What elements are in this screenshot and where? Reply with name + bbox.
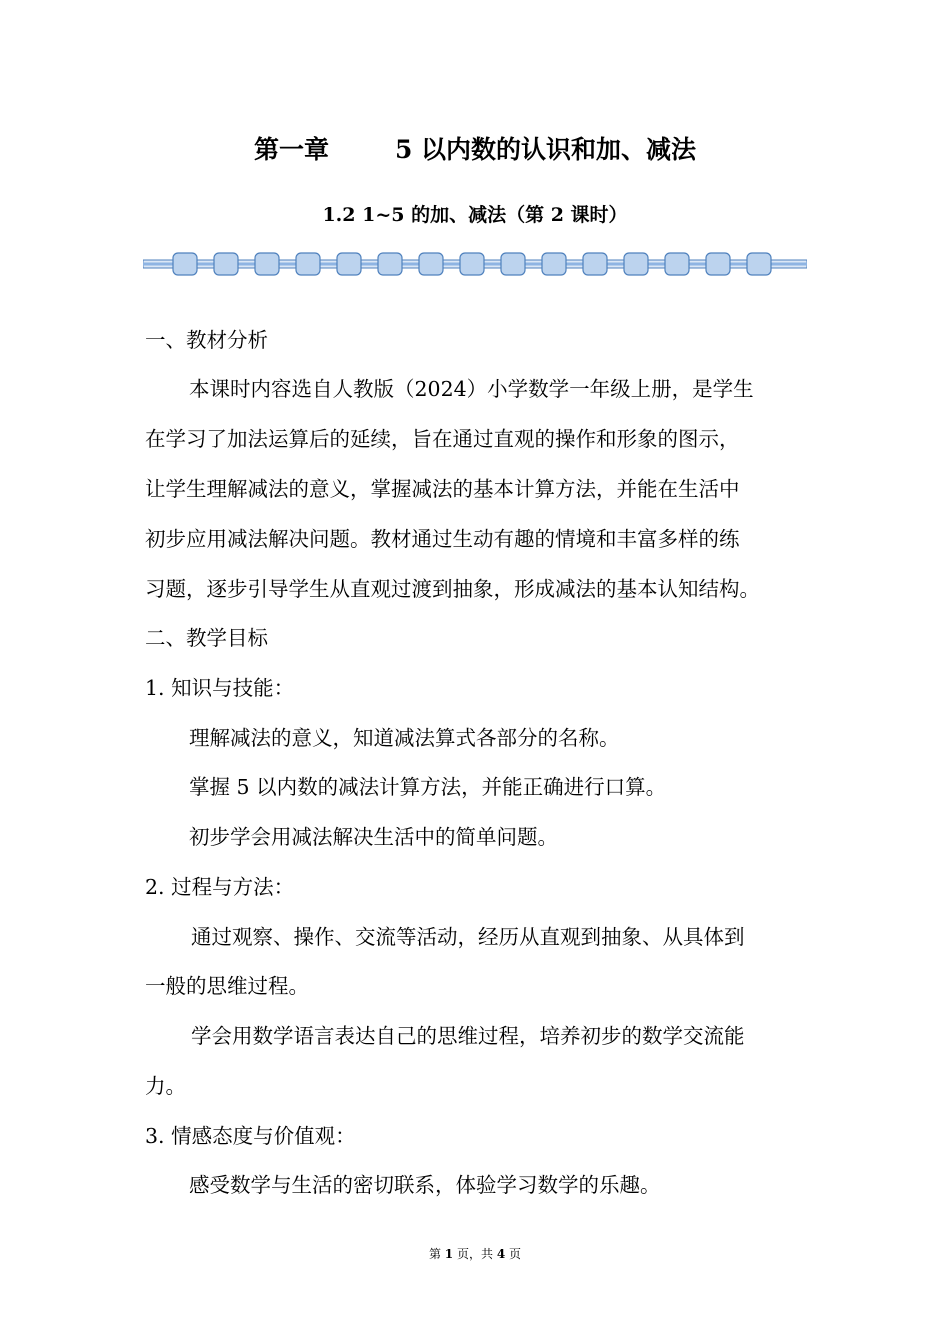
divider-bead: [337, 253, 361, 275]
divider-bead: [255, 253, 279, 275]
analysis-paragraph-line: 在学习了加法运算后的延续，旨在通过直观的操作和形象的图示，: [145, 427, 740, 451]
divider-bead: [296, 253, 320, 275]
objective-heading-attitude: 3. 情感态度与价值观：: [145, 1124, 356, 1148]
footer-page-number: 1: [444, 1247, 454, 1261]
footer-suffix: 页: [509, 1247, 522, 1261]
analysis-paragraph-line: 习题，逐步引导学生从直观过渡到抽象，形成减法的基本认知结构。: [145, 577, 760, 601]
analysis-paragraph-line: 让学生理解减法的意义，掌握减法的基本计算方法，并能在生活中: [145, 477, 740, 501]
objective-item: 感受数学与生活的密切联系，体验学习数学的乐趣。: [189, 1173, 661, 1197]
footer-prefix: 第: [428, 1247, 441, 1261]
divider-bead: [624, 253, 648, 275]
divider-bead: [747, 253, 771, 275]
section-heading-analysis: 一、教材分析: [145, 328, 268, 352]
process-paragraph-line: 力。: [145, 1074, 186, 1098]
chapter-number: 第一章: [253, 135, 329, 164]
lesson-title: 1.2 1~5 的加、减法（第 2 课时）: [322, 204, 628, 226]
process-paragraph-line: 通过观察、操作、交流等活动，经历从直观到抽象、从具体到: [191, 925, 745, 949]
divider-bead: [214, 253, 238, 275]
divider-bead: [173, 253, 197, 275]
divider-bead: [501, 253, 525, 275]
analysis-paragraph-line: 本课时内容选自人教版（2024）小学数学一年级上册，是学生: [189, 377, 754, 401]
chapter-name: 5 以内数的认识和加、减法: [394, 135, 697, 164]
objective-item: 初步学会用减法解决生活中的简单问题。: [189, 825, 558, 849]
objective-heading-knowledge: 1. 知识与技能：: [145, 676, 295, 700]
divider-bead: [378, 253, 402, 275]
objective-heading-process: 2. 过程与方法：: [145, 875, 295, 899]
process-paragraph-line: 一般的思维过程。: [145, 974, 309, 998]
page-footer: [0, 1244, 950, 1264]
divider-bead: [706, 253, 730, 275]
process-paragraph-line: 学会用数学语言表达自己的思维过程，培养初步的数学交流能: [191, 1024, 745, 1048]
divider-bead: [460, 253, 484, 275]
objective-item: 理解减法的意义，知道减法算式各部分的名称。: [189, 726, 620, 750]
objective-item: 掌握 5 以内数的减法计算方法，并能正确进行口算。: [189, 775, 667, 799]
divider-bead: [419, 253, 443, 275]
divider-bead: [665, 253, 689, 275]
divider-bead: [583, 253, 607, 275]
analysis-paragraph-line: 初步应用减法解决问题。教材通过生动有趣的情境和丰富多样的练: [145, 527, 740, 551]
chapter-title: [0, 132, 950, 168]
footer-middle: 页，共: [456, 1247, 493, 1261]
divider-bead: [542, 253, 566, 275]
decorative-bead-divider: [143, 250, 807, 278]
divider-beads: [173, 253, 771, 275]
section-heading-objectives: 二、教学目标: [145, 626, 268, 650]
footer-total-pages: 4: [496, 1247, 506, 1261]
